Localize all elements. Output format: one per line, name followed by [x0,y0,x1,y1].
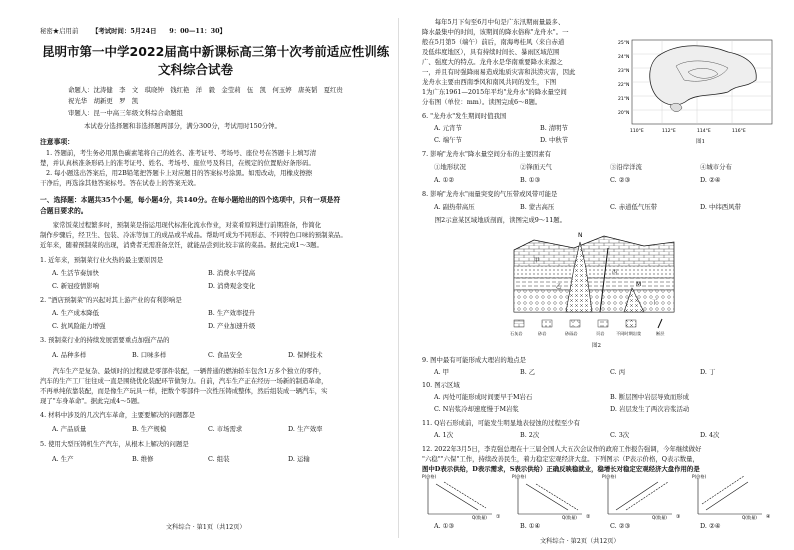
lat-tick: 20°N [618,111,630,116]
passage-line: 每年5月下旬至6月中旬是广东汛期雨量最多、 [422,18,565,26]
option: B. 生产效率提升 [208,309,256,317]
option: A. 1次 [434,431,454,439]
graph-1 [422,474,501,520]
question-7: 7. 影响"龙舟水"降水量空间分布的主要因素有 [422,150,552,158]
map-caption: 图1 [696,139,705,145]
legend-label: 断层 [656,331,665,336]
option: C. 抗风险能力增强 [52,322,106,330]
question-4: 4. 材料中涉及的几次汽车革命，主要要解决的问题都是 [40,411,196,419]
question-2: 2. "酒店预制菜"的兴起对其上游产业的有利影响是 [40,296,182,304]
authors-line2: 祝光华 胡新更 罗 凯 [68,97,139,105]
option: D. ②④ [700,176,721,184]
axis-label: P(价格) [422,474,437,479]
option: B. 2次 [520,431,540,439]
right-page [400,0,794,550]
passage-line: 及低纬度地区），具有持续时间长、暴雨区域范围 [422,48,560,56]
question-12-cont: 图中D表示供给，D表示需求，S表示供给）正确反映稳就业，稳增长对稳定宏观经济大盘作用的是 [422,465,700,473]
section-heading-cont: 合题目要求的。 [40,207,88,215]
option: C. ②③ [610,522,631,530]
notes-title: 注意事项： [40,138,74,146]
note-line: 楚，并认真核准条形码上的准考证号、姓名、考场号、座位号及科目，在规定的位置贴好条形码。 [40,159,315,167]
graph-number: ④ [766,514,771,520]
option: B. 清明节 [540,124,568,132]
authors-line1: 命题人：沈涛健 李 文 琪晓钟 钱红艳 洋 毅 金莹莉 伍 凯 何玉婷 唐英韬 夏红贵 [68,86,343,94]
lon-tick: 116°E [732,129,746,134]
axis-label: Q(数量) [472,515,487,520]
lat-tick: 25°N [618,41,630,46]
legend-label: 石灰岩 [510,331,523,336]
factor-item: ④城市分布 [700,163,732,171]
option: D. ②④ [700,522,721,530]
passage-line: 1为广东1961—2015年平均"龙舟水"的降水量空间 [422,88,567,96]
note-line: 干净后，再选涂其他答案标号。答在试卷上的答案无效。 [40,179,200,187]
option: C. 赤道低气压带 [610,203,658,211]
option: C. N岩浆冷却速度慢于M岩浆 [434,405,519,413]
passage-line: 近年来，随着预制菜的出现，消费者无需准备烹饪，就能品尝到比较丰富的菜品。据此完成1～3题。 [40,241,323,249]
option: C. 新冠疫情影响 [52,282,100,290]
option: B. 乙 [520,368,536,376]
option: D. 产业加速升级 [208,322,256,330]
page-footer: 文科综合 · 第1页（共12页） [166,524,246,531]
geo-label: N [578,232,583,239]
option: A. 生产 [52,455,74,463]
passage-line: 广、强度大的特点。龙舟水是华南重要降水来源之 [422,58,563,66]
passage-line: 汽车的生产工厂往往成一直是围绕优化装配环节做努力。自前，汽车生产正在经历一场新的制造革命， [40,377,328,385]
lat-tick: 24°N [618,55,630,60]
option: D. 中纬西风带 [700,203,741,211]
axis-label: Q(数量) [562,515,577,520]
axis-label: Q(数量) [652,515,667,520]
geology-section-figure [504,228,684,340]
lon-tick: 112°E [662,129,676,134]
option: C. 组装 [208,455,230,463]
passage-line: 龙舟水主要由西南季风和南风共同的发生，下图 [422,78,557,86]
graph-number: ① [496,514,501,520]
intro-9-11: 图2示意某区域地质剖面，读图完成9～11题。 [422,216,567,224]
option: A. 产品质量 [52,425,87,433]
option: A. 生活节奏加快 [52,269,100,277]
figure2-caption: 图2 [592,343,601,349]
question-3: 3. 预制菜行业的持续发展需要重点加强产品的 [40,336,170,344]
option: B. ①④ [520,522,541,530]
option: D. 运输 [288,455,310,463]
factor-item: ①地形状况 [434,163,466,171]
question-12: 12. 2022年3月5日，李克强总理在十三届全国人大五次会议作的政府工作报告强调，今年继续做好 [422,445,702,453]
axis-label: P(价格) [512,474,527,479]
graph-number: ② [586,514,591,520]
option: D. 消费观念变化 [208,282,256,290]
geo-label: 丙 [612,270,618,276]
question-1: 1. 近年来，预制菜行业火热的最主要原因是 [40,256,164,264]
option: A. 丙处可能形成时间要早于M岩石 [434,393,533,401]
section-heading: 一、选择题：本题共35个小题，每小题4分，共140分。在每小题给出的四个选项中，只有一项是符 [40,196,341,204]
question-9: 9. 图中最有可能形成大理岩的地点是 [422,356,526,364]
lon-tick: 114°E [697,129,711,134]
option: D. 4次 [700,431,720,439]
option: C. 端午节 [434,136,462,144]
option: D. 保鲜技术 [288,351,323,359]
question-8: 8. 影响"龙舟水"雨量突变的气压带或风带可能是 [422,190,558,198]
option: B. 维修 [132,455,154,463]
graph-number: ③ [676,514,681,520]
lat-tick: 23°N [618,69,630,74]
legend-label: 不同时期岩浆 [616,331,642,336]
exam-time: 【考试时间：5月24日 9：00—11：30】 [92,27,226,35]
legend-label: 砂砾岩 [565,331,578,336]
axis-label: P(价格) [692,474,707,479]
option: B. 生产规模 [132,425,167,433]
factor-item: ②锋面天气 [520,163,552,171]
note-line: 2. 每小题选出答案后，用2B铅笔把答题卡上对应题目的答案标号涂黑。如需改动，用橡皮擦擦 [46,169,313,177]
option: D. 中秋节 [540,136,569,144]
option: C. ②③ [610,176,631,184]
page-divider [398,18,399,538]
legend-label: 砂岩 [538,331,547,336]
option: B. 消费水平提高 [208,269,256,277]
geo-label: 甲 [534,258,540,264]
option: D. 岩层发生了两次岩浆活动 [610,405,690,413]
question-6: 6. "龙舟水"发生期间时值我国 [422,112,507,120]
option: D. 丁 [700,368,716,376]
passage-line: 现了"车身革命"。据此完成4～5题。 [40,397,144,405]
supply-demand-graphs [422,474,778,520]
option: A. ①③ [434,522,455,530]
option: A. 副热带高压 [434,203,475,211]
passage-line: 汽车生产是复杂、最烦时的过程就是零部件装配，一辆普通的燃油轿车包含1万多个独立的零件， [40,367,326,375]
passage-line: 不再单纯依靠装配，而是像生产玩具一样，把数个零部件一次性压铸成整体，然后组装成一辆汽车，实 [40,387,328,395]
option: A. 元宵节 [434,124,462,132]
option: C. 丙 [610,368,626,376]
page-footer: 文科综合 · 第2页（共12页） [540,538,620,545]
option: A. 生产成本降低 [52,309,100,317]
reviewers: 审题人：昆一中高三年级文科综合命题组 [68,109,184,117]
option: A. 甲 [434,368,450,376]
geo-label: 乙 [556,284,562,290]
option: B. 断层图中岩层导致而形成 [610,393,690,401]
passage-line: 一，并且有时强降雨易造成地质灾害和洪涝灾害，因此 [422,68,576,76]
axis-label: P(价格) [602,474,617,479]
option: B. 蒙古高压 [520,203,555,211]
option: C. 食品安全 [208,351,243,359]
passage-line: 般在5月第5（端午）前后，南海粤桂风（来自赤道 [422,38,565,46]
geo-label: 丁 [652,300,658,306]
graph-4 [692,474,771,520]
paper-title: 昆明市第一中学2022届高中新课标高三第十次考前适应性训练 [42,44,390,59]
lat-tick: 22°N [618,83,630,88]
question-10: 10. 图示区域 [422,381,460,389]
passage-line: 分布图（单位：mm）。读图完成6～8题。 [422,98,542,106]
axis-label: Q(数量) [742,515,757,520]
question-12-cont: "六稳""六保"工作，持续改善民生，着力稳定宏观经济大盘。下列图示（P表示价格，Q表示数量， [422,455,699,463]
option: A. 品种多样 [52,351,87,359]
legend-label: 页岩 [596,331,605,336]
passage-line: 降水最集中的时间，该期间的降水俗称"龙舟水"。一 [422,28,569,36]
note-line: 1. 答题前，考生务必用黑色碳素笔将自己的姓名、准考证号、考场号、座位号在答题卡上填写清 [46,149,317,157]
option: A. ①② [434,176,455,184]
question-11: 11. Q岩石形成前，可能发生明显地表侵蚀的过程至少有 [422,419,581,427]
lon-tick: 110°E [630,129,644,134]
graph-2 [512,474,591,520]
paper-subtitle: 文科综合试卷 [158,62,234,77]
passage-line: 制作步骤后，经卫生、包装、冷冻等加工的成品或半成品。帮助可成为不同形态、不同特色口味的预制菜品。 [40,231,347,239]
secret-label: 秘密★启用前 [40,27,79,35]
rainfall-map-figure [618,36,780,136]
graph-3 [602,474,680,520]
option: C. 3次 [610,431,630,439]
passage-line: 家常饭菜过程繁多时，预制菜是指运用现代标准化流水作业，对菜肴原料进行前期准备，作简化 [40,221,322,229]
score-info: 本试卷分选择题和非选择题两部分，满分300分，考试用时150分钟。 [84,122,281,130]
question-5: 5. 使用大型压铸机生产汽车，从根本上解决的问题是 [40,440,189,448]
geo-label: M [636,281,642,288]
option: B. ①③ [520,176,541,184]
option: D. 生产效率 [288,425,323,433]
factor-item: ③沿岸洋流 [610,163,642,171]
lat-tick: 21°N [618,97,630,102]
option: C. 市场需求 [208,425,243,433]
option: B. 口味多样 [132,351,167,359]
